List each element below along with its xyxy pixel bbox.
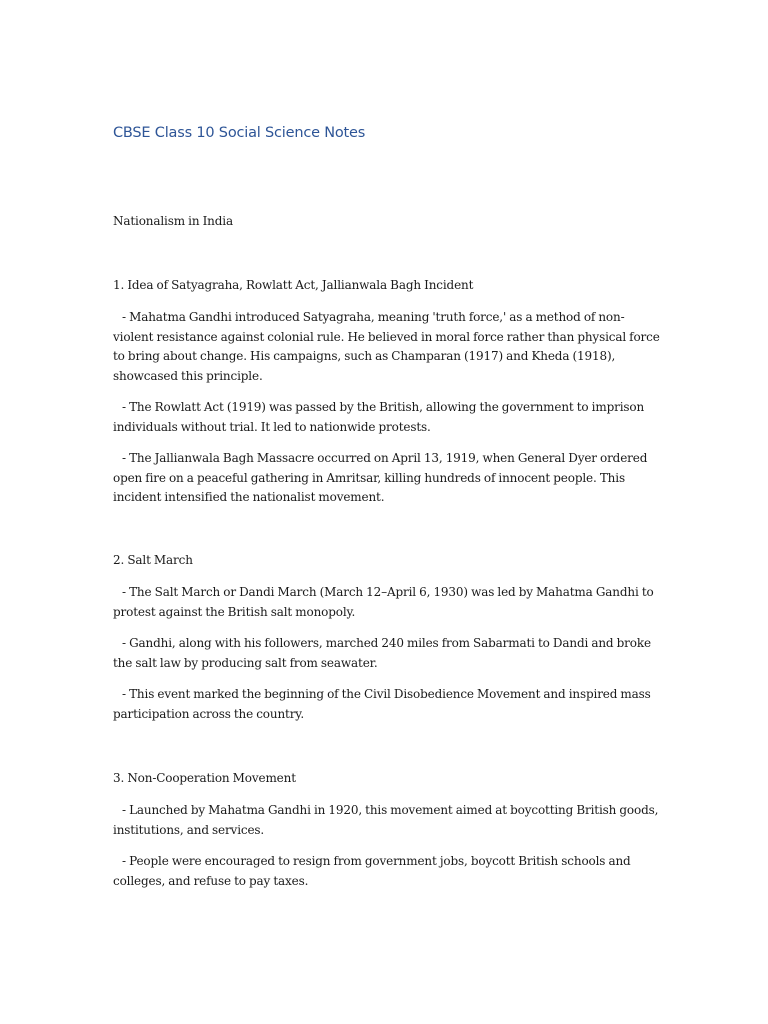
section-point: - People were encouraged to resign from government jobs, boycott British schools and colleges, and refuse to pay taxes. (113, 854, 631, 888)
section-point: - The Jallianwala Bagh Massacre occurred on April 13, 1919, when General Dyer ordered open fire on a peaceful gathering in Amritsar, killing hundreds of innocent people. This incident intensified the nationalist movement. (113, 451, 648, 504)
section-point: - This event marked the beginning of the Civil Disobedience Movement and inspired mass participation across the country. (113, 687, 651, 721)
section-point: - The Rowlatt Act (1919) was passed by the British, allowing the government to imprison individuals without trial. It led to nationwide protests. (113, 400, 645, 434)
section-heading-satyagraha: 1. Idea of Satyagraha, Rowlatt Act, Jallianwala Bagh Incident (113, 278, 474, 292)
document-title: CBSE Class 10 Social Science Notes (113, 125, 366, 141)
section-point: - Mahatma Gandhi introduced Satyagraha, meaning 'truth force,' as a method of non-violent resistance against colonial rule. He believed in moral force rather than physical force to bring about change. His campaigns, such as Champaran (1917) and Kheda (1918), showcased this principle. (113, 310, 660, 383)
section-point: - The Salt March or Dandi March (March 12–April 6, 1930) was led by Mahatma Gandhi to protest against the British salt monopoly. (113, 585, 654, 619)
section-point: - Launched by Mahatma Gandhi in 1920, this movement aimed at boycotting British goods, institutions, and services. (113, 803, 659, 837)
section-heading-salt-march: 2. Salt March (113, 553, 193, 567)
chapter-title: Nationalism in India (113, 214, 233, 228)
section-point: - Gandhi, along with his followers, marched 240 miles from Sabarmati to Dandi and broke the salt law by producing salt from seawater. (113, 636, 651, 670)
section-heading-non-cooperation: 3. Non-Cooperation Movement (113, 771, 296, 785)
